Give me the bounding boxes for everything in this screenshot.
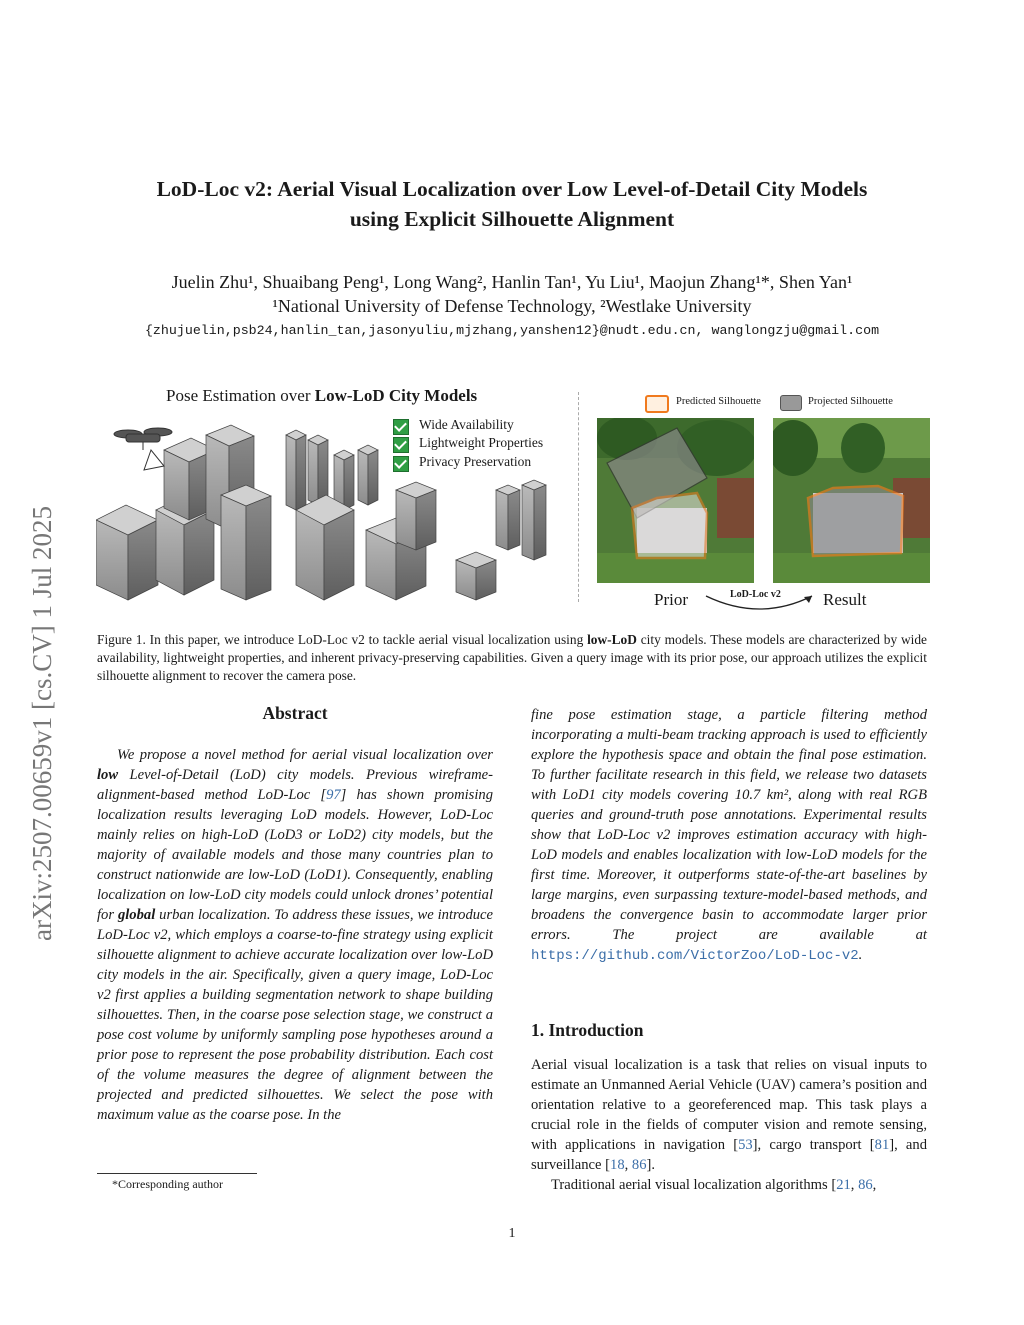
abstract-text: Level-of-Detail (LoD) city models. Previous wireframe-alignment-based method LoD-Loc [: [97, 767, 493, 803]
abstract-text: We propose a novel method for aerial visual localization over: [117, 747, 493, 763]
abstract-text: ] has shown promising localization results leveraging LoD models. However, LoD-Loc mainly relies on high-LoD (LoD3 or LoD2) city models, but the majority of available models and those many countries plan to construct nationwide are low-LoD (LoD1). Consequently, enabling localization on low-LoD city models could unlock drones’ potential for: [97, 787, 493, 923]
authors: Juelin Zhu¹, Shuaibang Peng¹, Long Wang², Hanlin Tan¹, Yu Liu¹, Maojun Zhang¹*, Shen Yan¹: [171, 272, 853, 292]
intro-text: Aerial visual localization is a task that relies on visual inputs to estimate an Unmanned Aerial Vehicle (UAV) camera’s position and orientation relative to a georeferenced map. This task plays a crucial role in the fields of computer vision and remote sensing, with applications in navigation [: [531, 1057, 927, 1153]
prior-label: Prior: [654, 590, 688, 609]
feature-1: Wide Availability: [419, 417, 514, 432]
predicted-silhouette-swatch: [645, 395, 669, 413]
title-line-1: LoD-Loc v2: Aerial Visual Localization over Low Level-of-Detail City Models: [156, 177, 868, 201]
affiliations: ¹National University of Defense Technology, ²Westlake University: [272, 296, 752, 316]
citation-link[interactable]: 86: [858, 1177, 873, 1193]
abstract-text: urban localization. To address these issues, we introduce LoD-Loc v2, which employs a coarse-to-fine strategy using explicit silhouette alignment to achieve accurate localization over low-LoD city models in the air. Specifically, given a query image, LoD-Loc v2 first applies a building segmentation network to shape building silhouettes. Then, in the coarse pose selection stage, we construct a pose cost volume by uniformly sampling pose hypotheses around a prior pose to represent the pose probability distribution. Each cost of the volume measures the degree of alignment between the projected and predicted silhouettes. We select the pose with maximum value as the coarse pose. In the: [97, 907, 494, 1123]
figure-left-title-bold: Low-LoD City Models: [314, 386, 478, 405]
citation-link[interactable]: 97: [326, 787, 341, 803]
intro-text: ,: [624, 1157, 632, 1173]
intro-text: ,: [850, 1177, 859, 1193]
project-url-link[interactable]: https://github.com/VictorZoo/LoD-Loc-v2: [531, 948, 859, 964]
legend-projected: Projected Silhouette: [808, 396, 893, 407]
figure-divider: [578, 392, 579, 602]
intro-text: ].: [646, 1157, 656, 1173]
legend-predicted: Predicted Silhouette: [676, 396, 761, 407]
abstract-text: fine pose estimation stage, a particle filtering method incorporating a multi-beam tracking approach is used to efficiently explore the hypothesis space and obtain the final pose estimation. To further facilitate research in this field, we release two datasets with LoD1 city models covering 10.7 km², along with real RGB queries and ground-truth pose annotations. Experimental results show that LoD-Loc v2 improves estimation accuracy with high-LoD models and enables localization with low-LoD models for the first time. Moreover, it outperforms state-of-the-art baselines by large margins, even surpassing texture-model-based methods, and broadens the convergence basin to accommodate larger prior errors. The project are available at: [531, 707, 927, 943]
arxiv-stamp: [20, 385, 60, 945]
citation-link[interactable]: 81: [874, 1137, 890, 1153]
figure-left-title-prefix: Pose Estimation over: [166, 386, 315, 405]
footnote: *Corresponding author: [112, 1177, 223, 1191]
intro-body: [531, 1055, 927, 1195]
check-icon: [393, 419, 409, 435]
citation-link[interactable]: 18: [610, 1157, 625, 1173]
citation-link[interactable]: 53: [738, 1137, 753, 1153]
result-photo: [773, 418, 930, 583]
abstract-heading: Abstract: [262, 703, 328, 723]
page-number: 1: [508, 1226, 516, 1241]
caption-text-1: Figure 1. In this paper, we introduce LoD-Loc v2 to tackle aerial visual localization using: [97, 632, 588, 647]
abstract-bold: global: [117, 907, 156, 923]
intro-text: ], cargo transport [: [752, 1137, 875, 1153]
caption-bold: low-LoD: [587, 632, 637, 647]
check-icon: [393, 437, 409, 453]
arxiv-stamp-text: arXiv:2507.00659v1 [cs.CV] 1 Jul 2025: [27, 506, 57, 941]
prior-photo: [597, 418, 754, 583]
figure-caption: [97, 631, 927, 685]
feature-3: Privacy Preservation: [419, 454, 532, 469]
citation-link[interactable]: 21: [836, 1177, 851, 1193]
intro-text: ], and surveillance [: [531, 1137, 928, 1173]
caption-text-2: city models. These models are characterized by wide availability, lightweight properties, and inherent privacy-preserving capabilities. Given a query image with its prior pose, our approach utilizes the explicit silhouette alignment to recover the camera pose.: [97, 632, 927, 683]
intro-text: Traditional aerial visual localization algorithms [: [551, 1177, 837, 1193]
abstract-body-right: [531, 705, 927, 966]
arrow-label: LoD-Loc v2: [730, 589, 781, 600]
feature-2: Lightweight Properties: [419, 435, 544, 450]
result-label: Result: [823, 590, 867, 609]
paper-title: [0, 174, 1024, 234]
intro-text: ,: [872, 1177, 877, 1193]
check-icon: [393, 456, 409, 472]
drone-icon: [114, 428, 172, 470]
projected-silhouette-swatch: [780, 395, 802, 411]
figure-left-title: [166, 386, 477, 406]
citation-link[interactable]: 86: [631, 1157, 647, 1173]
intro-heading: 1. Introduction: [531, 1020, 644, 1040]
emails: {zhujuelin,psb24,hanlin_tan,jasonyuliu,mjzhang,yanshen12}@nudt.edu.cn, wanglongzju@gmail.com: [144, 323, 880, 338]
abstract-body-left: [97, 745, 493, 1125]
footnote-rule: [97, 1173, 257, 1174]
title-line-2: using Explicit Silhouette Alignment: [349, 207, 675, 231]
abstract-text: .: [858, 947, 863, 963]
abstract-bold: low: [97, 767, 119, 783]
